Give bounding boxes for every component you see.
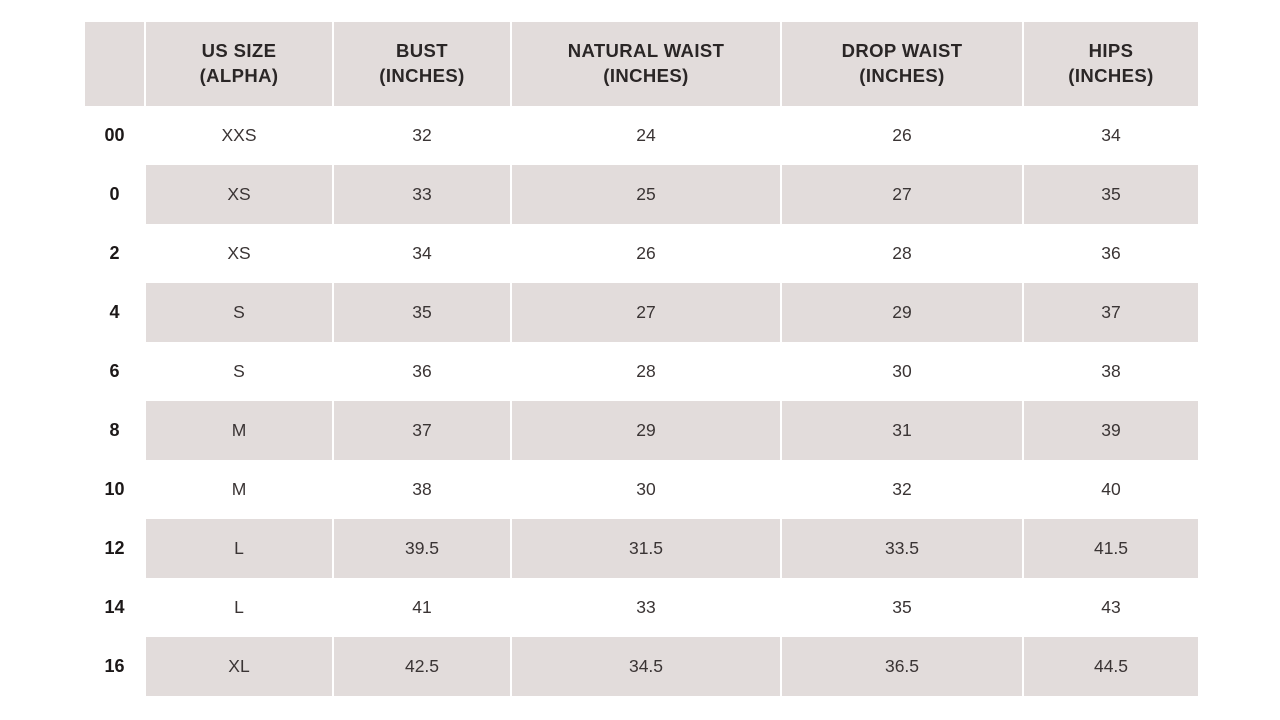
cell-drop-waist: 27 [781,165,1023,224]
cell-hips: 38 [1023,342,1198,401]
size-chart-table-container [85,22,1198,696]
cell-drop-waist: 28 [781,224,1023,283]
column-header-size [85,22,145,106]
cell-drop-waist: 33.5 [781,519,1023,578]
cell-drop-waist: 35 [781,578,1023,637]
cell-natural-waist: 27 [511,283,781,342]
cell-natural-waist: 30 [511,460,781,519]
cell-bust: 34 [333,224,511,283]
cell-natural-waist: 31.5 [511,519,781,578]
cell-alpha: XXS [145,106,333,165]
cell-alpha: S [145,283,333,342]
cell-natural-waist: 34.5 [511,637,781,696]
cell-drop-waist: 36.5 [781,637,1023,696]
cell-natural-waist: 26 [511,224,781,283]
cell-size: 16 [85,637,145,696]
cell-drop-waist: 32 [781,460,1023,519]
cell-size: 4 [85,283,145,342]
cell-bust: 38 [333,460,511,519]
cell-bust: 39.5 [333,519,511,578]
cell-hips: 36 [1023,224,1198,283]
cell-hips: 37 [1023,283,1198,342]
cell-drop-waist: 26 [781,106,1023,165]
cell-natural-waist: 29 [511,401,781,460]
cell-size: 10 [85,460,145,519]
cell-size: 14 [85,578,145,637]
cell-drop-waist: 29 [781,283,1023,342]
cell-hips: 43 [1023,578,1198,637]
size-chart-table [85,22,1198,696]
cell-alpha: S [145,342,333,401]
table-row [85,637,1198,696]
cell-alpha: M [145,401,333,460]
cell-size: 0 [85,165,145,224]
cell-size: 12 [85,519,145,578]
column-header-natural-waist: NATURAL WAIST (INCHES) [511,22,781,106]
cell-bust: 36 [333,342,511,401]
cell-size: 6 [85,342,145,401]
cell-natural-waist: 24 [511,106,781,165]
column-header-bust: BUST (INCHES) [333,22,511,106]
cell-alpha: L [145,519,333,578]
cell-size: 2 [85,224,145,283]
table-row [85,165,1198,224]
cell-alpha: M [145,460,333,519]
brand-signature-icon [6,270,82,500]
table-body [85,106,1198,696]
table-row [85,519,1198,578]
cell-bust: 41 [333,578,511,637]
cell-hips: 40 [1023,460,1198,519]
cell-alpha: L [145,578,333,637]
cell-natural-waist: 25 [511,165,781,224]
table-row [85,460,1198,519]
cell-hips: 41.5 [1023,519,1198,578]
cell-drop-waist: 30 [781,342,1023,401]
cell-drop-waist: 31 [781,401,1023,460]
cell-bust: 42.5 [333,637,511,696]
cell-size: 00 [85,106,145,165]
cell-hips: 34 [1023,106,1198,165]
table-row [85,283,1198,342]
table-header [85,22,1198,106]
table-row [85,342,1198,401]
table-row [85,578,1198,637]
cell-size: 8 [85,401,145,460]
cell-bust: 32 [333,106,511,165]
table-row [85,401,1198,460]
cell-alpha: XS [145,165,333,224]
cell-hips: 35 [1023,165,1198,224]
cell-alpha: XL [145,637,333,696]
cell-natural-waist: 33 [511,578,781,637]
cell-bust: 35 [333,283,511,342]
table-row [85,224,1198,283]
column-header-drop-waist: DROP WAIST (INCHES) [781,22,1023,106]
column-header-us-size-alpha: US SIZE (ALPHA) [145,22,333,106]
cell-bust: 37 [333,401,511,460]
cell-bust: 33 [333,165,511,224]
table-row [85,106,1198,165]
cell-hips: 44.5 [1023,637,1198,696]
cell-natural-waist: 28 [511,342,781,401]
cell-hips: 39 [1023,401,1198,460]
column-header-hips: HIPS (INCHES) [1023,22,1198,106]
cell-alpha: XS [145,224,333,283]
table-header-row [85,22,1198,106]
